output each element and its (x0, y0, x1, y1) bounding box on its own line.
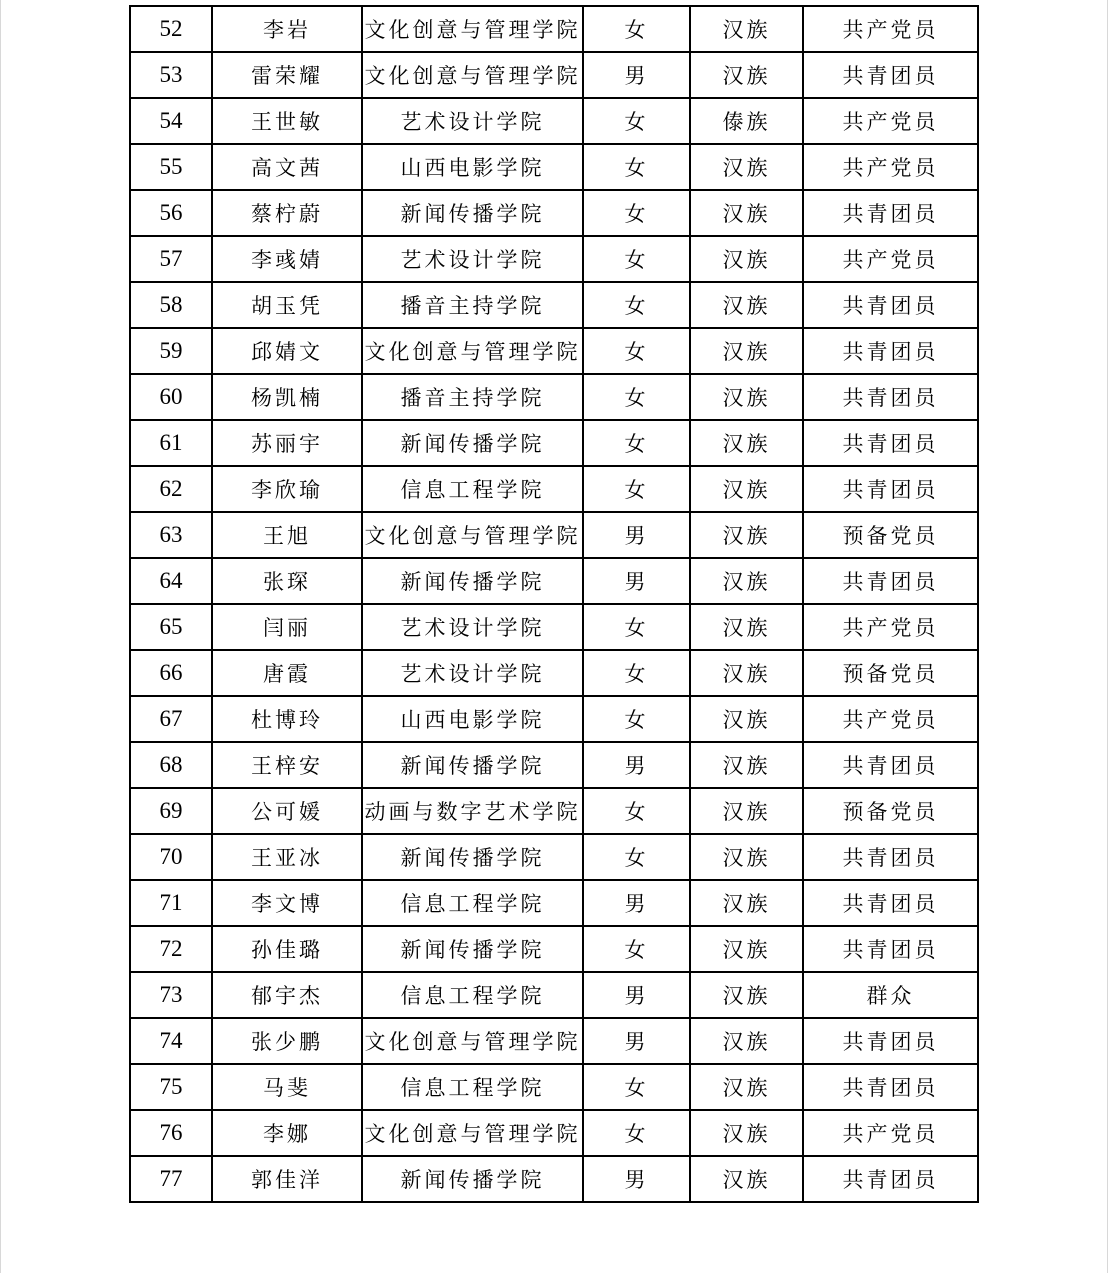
student-name-cell: 蔡柠蔚 (212, 190, 362, 236)
college-cell: 新闻传播学院 (362, 1156, 583, 1202)
student-name-cell: 高文茜 (212, 144, 362, 190)
ethnicity-cell: 汉族 (690, 558, 803, 604)
gender-cell: 女 (583, 190, 690, 236)
student-name-cell: 王梓安 (212, 742, 362, 788)
political-status-cell: 预备党员 (803, 650, 978, 696)
student-name-cell: 杨凯楠 (212, 374, 362, 420)
student-name-cell: 郭佳洋 (212, 1156, 362, 1202)
student-name-cell: 李彧婧 (212, 236, 362, 282)
ethnicity-cell: 傣族 (690, 98, 803, 144)
ethnicity-cell: 汉族 (690, 6, 803, 52)
political-status-cell: 共青团员 (803, 1156, 978, 1202)
college-cell: 文化创意与管理学院 (362, 6, 583, 52)
row-number-cell: 66 (130, 650, 212, 696)
student-name-cell: 马斐 (212, 1064, 362, 1110)
gender-cell: 女 (583, 604, 690, 650)
political-status-cell: 共产党员 (803, 144, 978, 190)
political-status-cell: 共青团员 (803, 880, 978, 926)
political-status-cell: 群众 (803, 972, 978, 1018)
college-cell: 播音主持学院 (362, 282, 583, 328)
college-cell: 新闻传播学院 (362, 420, 583, 466)
college-cell: 播音主持学院 (362, 374, 583, 420)
ethnicity-cell: 汉族 (690, 1110, 803, 1156)
table-row (130, 512, 978, 558)
political-status-cell: 共产党员 (803, 696, 978, 742)
political-status-cell: 共青团员 (803, 742, 978, 788)
college-cell: 山西电影学院 (362, 696, 583, 742)
political-status-cell: 共青团员 (803, 52, 978, 98)
ethnicity-cell: 汉族 (690, 512, 803, 558)
college-cell: 信息工程学院 (362, 972, 583, 1018)
ethnicity-cell: 汉族 (690, 144, 803, 190)
ethnicity-cell: 汉族 (690, 328, 803, 374)
political-status-cell: 共青团员 (803, 328, 978, 374)
student-name-cell: 公可媛 (212, 788, 362, 834)
row-number-cell: 60 (130, 374, 212, 420)
student-name-cell: 张琛 (212, 558, 362, 604)
political-status-cell: 共青团员 (803, 926, 978, 972)
student-name-cell: 李岩 (212, 6, 362, 52)
political-status-cell: 共青团员 (803, 190, 978, 236)
gender-cell: 女 (583, 696, 690, 742)
table-row (130, 696, 978, 742)
college-cell: 文化创意与管理学院 (362, 512, 583, 558)
gender-cell: 男 (583, 512, 690, 558)
political-status-cell: 共青团员 (803, 420, 978, 466)
gender-cell: 女 (583, 834, 690, 880)
row-number-cell: 54 (130, 98, 212, 144)
row-number-cell: 58 (130, 282, 212, 328)
gender-cell: 女 (583, 650, 690, 696)
ethnicity-cell: 汉族 (690, 420, 803, 466)
student-name-cell: 闫丽 (212, 604, 362, 650)
ethnicity-cell: 汉族 (690, 52, 803, 98)
college-cell: 文化创意与管理学院 (362, 52, 583, 98)
ethnicity-cell: 汉族 (690, 236, 803, 282)
gender-cell: 男 (583, 558, 690, 604)
college-cell: 山西电影学院 (362, 144, 583, 190)
political-status-cell: 共青团员 (803, 374, 978, 420)
political-status-cell: 共产党员 (803, 604, 978, 650)
table-row (130, 98, 978, 144)
table-row (130, 558, 978, 604)
political-status-cell: 共青团员 (803, 1018, 978, 1064)
gender-cell: 男 (583, 1156, 690, 1202)
gender-cell: 女 (583, 1110, 690, 1156)
student-name-cell: 雷荣耀 (212, 52, 362, 98)
gender-cell: 女 (583, 420, 690, 466)
table-row (130, 190, 978, 236)
student-name-cell: 王旭 (212, 512, 362, 558)
college-cell: 新闻传播学院 (362, 742, 583, 788)
gender-cell: 女 (583, 1064, 690, 1110)
table-row (130, 52, 978, 98)
student-name-cell: 王亚冰 (212, 834, 362, 880)
gender-cell: 女 (583, 788, 690, 834)
political-status-cell: 预备党员 (803, 512, 978, 558)
student-name-cell: 王世敏 (212, 98, 362, 144)
gender-cell: 男 (583, 972, 690, 1018)
row-number-cell: 67 (130, 696, 212, 742)
political-status-cell: 共青团员 (803, 834, 978, 880)
gender-cell: 女 (583, 6, 690, 52)
table-row (130, 926, 978, 972)
political-status-cell: 共产党员 (803, 236, 978, 282)
gender-cell: 女 (583, 282, 690, 328)
student-name-cell: 杜博玲 (212, 696, 362, 742)
row-number-cell: 59 (130, 328, 212, 374)
gender-cell: 女 (583, 236, 690, 282)
table-row (130, 282, 978, 328)
row-number-cell: 55 (130, 144, 212, 190)
student-name-cell: 郁宇杰 (212, 972, 362, 1018)
row-number-cell: 57 (130, 236, 212, 282)
row-number-cell: 56 (130, 190, 212, 236)
gender-cell: 男 (583, 52, 690, 98)
college-cell: 艺术设计学院 (362, 236, 583, 282)
student-name-cell: 李文博 (212, 880, 362, 926)
row-number-cell: 71 (130, 880, 212, 926)
row-number-cell: 63 (130, 512, 212, 558)
table-row (130, 144, 978, 190)
table-row (130, 604, 978, 650)
political-status-cell: 共青团员 (803, 1064, 978, 1110)
college-cell: 新闻传播学院 (362, 926, 583, 972)
row-number-cell: 72 (130, 926, 212, 972)
row-number-cell: 52 (130, 6, 212, 52)
college-cell: 文化创意与管理学院 (362, 1018, 583, 1064)
college-cell: 艺术设计学院 (362, 98, 583, 144)
row-number-cell: 64 (130, 558, 212, 604)
student-name-cell: 张少鹏 (212, 1018, 362, 1064)
college-cell: 文化创意与管理学院 (362, 328, 583, 374)
political-status-cell: 共产党员 (803, 98, 978, 144)
college-cell: 信息工程学院 (362, 466, 583, 512)
ethnicity-cell: 汉族 (690, 1156, 803, 1202)
student-name-cell: 孙佳璐 (212, 926, 362, 972)
gender-cell: 男 (583, 742, 690, 788)
table-row (130, 420, 978, 466)
row-number-cell: 68 (130, 742, 212, 788)
ethnicity-cell: 汉族 (690, 834, 803, 880)
political-status-cell: 共产党员 (803, 1110, 978, 1156)
ethnicity-cell: 汉族 (690, 466, 803, 512)
student-name-cell: 李欣瑜 (212, 466, 362, 512)
ethnicity-cell: 汉族 (690, 282, 803, 328)
row-number-cell: 62 (130, 466, 212, 512)
college-cell: 艺术设计学院 (362, 650, 583, 696)
table-row (130, 6, 978, 52)
table-row (130, 1110, 978, 1156)
ethnicity-cell: 汉族 (690, 696, 803, 742)
table-row (130, 374, 978, 420)
student-name-cell: 李娜 (212, 1110, 362, 1156)
college-cell: 艺术设计学院 (362, 604, 583, 650)
row-number-cell: 53 (130, 52, 212, 98)
ethnicity-cell: 汉族 (690, 972, 803, 1018)
table-row (130, 1156, 978, 1202)
political-status-cell: 共青团员 (803, 466, 978, 512)
gender-cell: 女 (583, 144, 690, 190)
row-number-cell: 65 (130, 604, 212, 650)
table-row (130, 972, 978, 1018)
table-row (130, 834, 978, 880)
college-cell: 信息工程学院 (362, 1064, 583, 1110)
college-cell: 信息工程学院 (362, 880, 583, 926)
ethnicity-cell: 汉族 (690, 880, 803, 926)
gender-cell: 男 (583, 880, 690, 926)
table-row (130, 788, 978, 834)
row-number-cell: 69 (130, 788, 212, 834)
row-number-cell: 75 (130, 1064, 212, 1110)
student-name-cell: 邱婧文 (212, 328, 362, 374)
gender-cell: 女 (583, 374, 690, 420)
gender-cell: 女 (583, 466, 690, 512)
college-cell: 新闻传播学院 (362, 834, 583, 880)
ethnicity-cell: 汉族 (690, 1018, 803, 1064)
ethnicity-cell: 汉族 (690, 604, 803, 650)
roster-body (130, 6, 978, 1202)
student-roster-table (129, 5, 979, 1203)
table-row (130, 466, 978, 512)
student-name-cell: 苏丽宇 (212, 420, 362, 466)
college-cell: 新闻传播学院 (362, 190, 583, 236)
student-name-cell: 胡玉凭 (212, 282, 362, 328)
gender-cell: 女 (583, 328, 690, 374)
table-row (130, 1064, 978, 1110)
gender-cell: 男 (583, 1018, 690, 1064)
ethnicity-cell: 汉族 (690, 650, 803, 696)
table-row (130, 1018, 978, 1064)
college-cell: 动画与数字艺术学院 (362, 788, 583, 834)
table-row (130, 328, 978, 374)
political-status-cell: 预备党员 (803, 788, 978, 834)
political-status-cell: 共青团员 (803, 282, 978, 328)
political-status-cell: 共产党员 (803, 6, 978, 52)
row-number-cell: 61 (130, 420, 212, 466)
gender-cell: 女 (583, 98, 690, 144)
table-row (130, 236, 978, 282)
table-row (130, 650, 978, 696)
row-number-cell: 77 (130, 1156, 212, 1202)
ethnicity-cell: 汉族 (690, 742, 803, 788)
ethnicity-cell: 汉族 (690, 1064, 803, 1110)
row-number-cell: 70 (130, 834, 212, 880)
political-status-cell: 共青团员 (803, 558, 978, 604)
college-cell: 新闻传播学院 (362, 558, 583, 604)
table-row (130, 742, 978, 788)
ethnicity-cell: 汉族 (690, 926, 803, 972)
row-number-cell: 73 (130, 972, 212, 1018)
college-cell: 文化创意与管理学院 (362, 1110, 583, 1156)
page-edge-left (0, 0, 1, 1273)
student-name-cell: 唐霞 (212, 650, 362, 696)
ethnicity-cell: 汉族 (690, 374, 803, 420)
ethnicity-cell: 汉族 (690, 190, 803, 236)
row-number-cell: 76 (130, 1110, 212, 1156)
row-number-cell: 74 (130, 1018, 212, 1064)
ethnicity-cell: 汉族 (690, 788, 803, 834)
gender-cell: 女 (583, 926, 690, 972)
table-row (130, 880, 978, 926)
